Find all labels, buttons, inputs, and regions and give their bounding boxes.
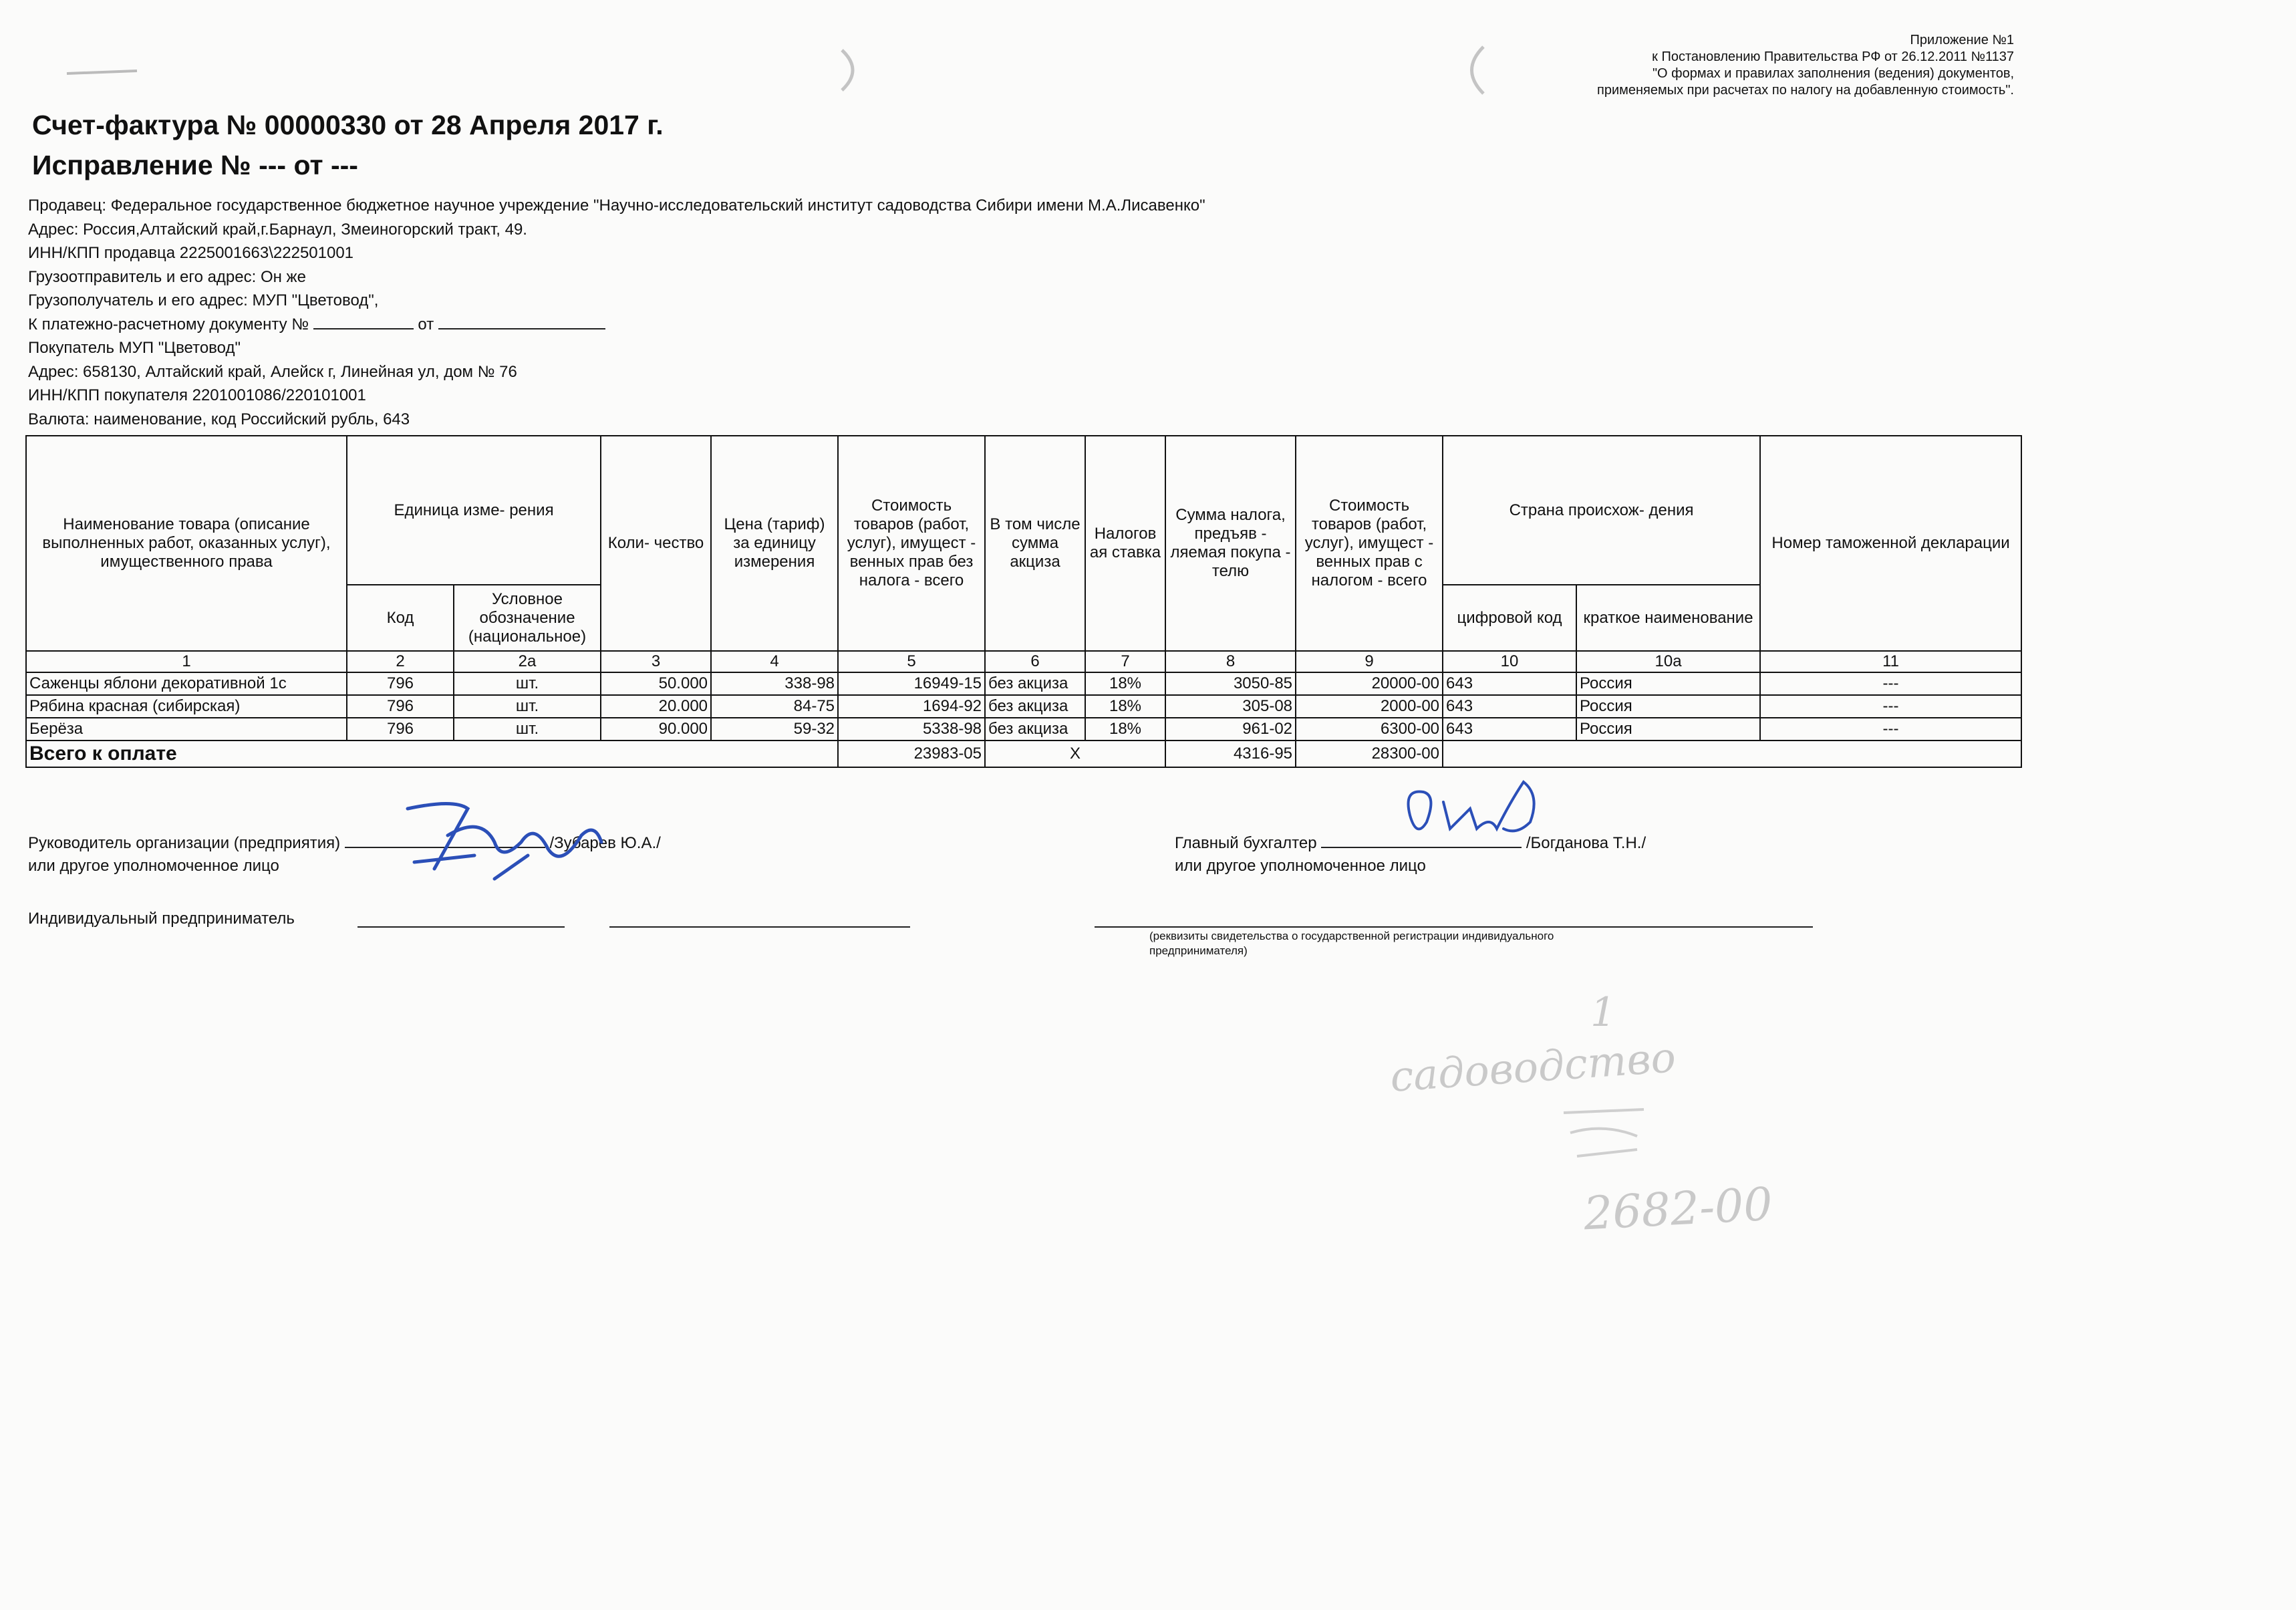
cost-with-tax: 6300-00 [1296, 718, 1443, 741]
pencil-note-1: 1 [1590, 989, 1616, 1036]
accountant-name: /Богданова Т.Н./ [1526, 834, 1646, 852]
header-unit-code: Код [347, 585, 454, 651]
cost-no-tax: 5338-98 [838, 718, 985, 741]
country-name: Россия [1576, 695, 1760, 718]
total-cost-no-tax: 23983-05 [838, 741, 985, 767]
col-number: 5 [838, 651, 985, 672]
payment-doc-from: от [418, 315, 434, 333]
payment-doc-number-line [313, 313, 414, 329]
entrepreneur-sign-line [357, 926, 565, 928]
seller-inn: ИНН/КПП продавца 2225001663\222501001 [28, 244, 354, 262]
punch-hole-left [822, 47, 869, 94]
registration-note-1: (реквизиты свидетельства о государственной регистрации индивидуального [1149, 930, 1554, 942]
col-number: 10а [1576, 651, 1760, 672]
country-name: Россия [1576, 718, 1760, 741]
header-country-name: краткое наименование [1576, 585, 1760, 651]
seller-address: Адрес: Россия,Алтайский край,г.Барнаул, Змеиногорский тракт, 49. [28, 220, 527, 239]
country-name: Россия [1576, 672, 1760, 695]
accountant-sub: или другое уполномоченное лицо [1175, 857, 1426, 875]
quantity: 90.000 [601, 718, 711, 741]
header-qty: Коли- чество [601, 436, 711, 651]
staple-mark [63, 61, 144, 82]
head-sub: или другое уполномоченное лицо [28, 857, 279, 875]
tax-sum: 961-02 [1165, 718, 1296, 741]
tax-sum: 305-08 [1165, 695, 1296, 718]
punch-hole-right [1457, 43, 1503, 97]
accountant-label: Главный бухгалтер [1175, 834, 1317, 852]
col-number: 11 [1760, 651, 2021, 672]
table-row [26, 672, 2021, 695]
accountant-signature-scribble [1397, 775, 1550, 849]
buyer-inn: ИНН/КПП покупателя 2201001086/220101001 [28, 386, 366, 404]
col-number: 7 [1085, 651, 1165, 672]
quantity: 20.000 [601, 695, 711, 718]
header-tax-rate: Налогов ая ставка [1085, 436, 1165, 651]
head-name: /Зубарев Ю.А./ [549, 834, 661, 852]
header-cost-no-tax: Стоимость товаров (работ, услуг), имущест - венных прав без налога - всего [838, 436, 985, 651]
registration-line [1095, 926, 1813, 928]
table-row [26, 718, 2021, 741]
col-number: 4 [711, 651, 838, 672]
appendix-line-4: применяемых при расчетах по налогу на добавленную стоимость". [1596, 83, 2014, 98]
header-country-code: цифровой код [1443, 585, 1576, 651]
customs-number: --- [1760, 695, 2021, 718]
entrepreneur-name-line [609, 926, 910, 928]
appendix-line-3: "О формах и правилах заполнения (ведения) документов, [1652, 66, 2014, 81]
unit-code: 796 [347, 718, 454, 741]
unit-symbol: шт. [454, 695, 601, 718]
excise: без акциза [985, 718, 1085, 741]
col-number: 1 [26, 651, 347, 672]
payment-document [28, 313, 1205, 337]
total-row [26, 741, 2021, 767]
col-number: 10 [1443, 651, 1576, 672]
total-excise: X [985, 741, 1165, 767]
total-cost-with-tax: 28300-00 [1296, 741, 1443, 767]
item-name: Рябина красная (сибирская) [26, 695, 347, 718]
pencil-strokes [1550, 1096, 1657, 1170]
country-code: 643 [1443, 672, 1576, 695]
header-tax-sum: Сумма налога, предъяв - ляемая покупа - телю [1165, 436, 1296, 651]
unit-symbol: шт. [454, 718, 601, 741]
tax-sum: 3050-85 [1165, 672, 1296, 695]
shipper: Грузоотправитель и его адрес: Он же [28, 267, 306, 286]
buyer-name: Покупатель МУП "Цветовод" [28, 339, 241, 357]
tax-rate: 18% [1085, 718, 1165, 741]
cost-with-tax: 2000-00 [1296, 695, 1443, 718]
correction-title: Исправление № --- от --- [32, 150, 358, 180]
buyer-address: Адрес: 658130, Алтайский край, Алейск г, Линейная ул, дом № 76 [28, 362, 517, 381]
item-name: Саженцы яблони декоративной 1с [26, 672, 347, 695]
tax-rate: 18% [1085, 695, 1165, 718]
header-unit: Единица изме- рения [347, 436, 601, 585]
cost-no-tax: 16949-15 [838, 672, 985, 695]
col-number: 3 [601, 651, 711, 672]
table-row [26, 695, 2021, 718]
header-excise: В том числе сумма акциза [985, 436, 1085, 651]
appendix-line-1: Приложение №1 [1910, 33, 2014, 47]
head-label: Руководитель организации (предприятия) [28, 834, 341, 852]
entrepreneur-label: Индивидуальный предприниматель [28, 910, 295, 928]
registration-note [1149, 929, 1554, 958]
total-empty [1443, 741, 2021, 767]
header-unit-symbol: Условное обозначение (национальное) [454, 585, 601, 651]
total-tax-sum: 4316-95 [1165, 741, 1296, 767]
pencil-note-3: 2682-00 [1582, 1178, 1774, 1241]
col-number: 9 [1296, 651, 1443, 672]
country-code: 643 [1443, 718, 1576, 741]
parties-info [28, 194, 1205, 431]
appendix-note [1597, 32, 2014, 99]
head-signature-scribble [394, 795, 608, 882]
tax-rate: 18% [1085, 672, 1165, 695]
col-number: 6 [985, 651, 1085, 672]
payment-doc-date-line [438, 313, 605, 329]
pencil-note-2: садоводство [1388, 1033, 1677, 1101]
unit-code: 796 [347, 672, 454, 695]
header-customs: Номер таможенной декларации [1760, 436, 2021, 651]
country-code: 643 [1443, 695, 1576, 718]
seller-name: Продавец: Федеральное государственное бюджетное научное учреждение "Научно-исследовательский институт садоводства Сибири имени М.А.Лисавенко" [28, 196, 1205, 215]
header-country: Страна происхож- дения [1443, 436, 1760, 585]
currency: Валюта: наименование, код Российский рубль, 643 [28, 410, 410, 428]
price: 84-75 [711, 695, 838, 718]
total-label: Всего к оплате [26, 741, 838, 767]
excise: без акциза [985, 672, 1085, 695]
excise: без акциза [985, 695, 1085, 718]
col-number: 2а [454, 651, 601, 672]
column-numbers-row [26, 651, 2021, 672]
appendix-line-2: к Постановлению Правительства РФ от 26.12.2011 №1137 [1652, 49, 2014, 64]
header-cost-with-tax: Стоимость товаров (работ, услуг), имущест - венных прав с налогом - всего [1296, 436, 1443, 651]
cost-no-tax: 1694-92 [838, 695, 985, 718]
price: 59-32 [711, 718, 838, 741]
customs-number: --- [1760, 718, 2021, 741]
registration-note-2: предпринимателя) [1149, 944, 1248, 957]
cost-with-tax: 20000-00 [1296, 672, 1443, 695]
col-number: 2 [347, 651, 454, 672]
invoice-title: Счет-фактура № 00000330 от 28 Апреля 2017 г. [32, 110, 664, 140]
invoice-table [25, 435, 2022, 768]
price: 338-98 [711, 672, 838, 695]
col-number: 8 [1165, 651, 1296, 672]
payment-doc-label: К платежно-расчетному документу № [28, 315, 309, 333]
unit-code: 796 [347, 695, 454, 718]
customs-number: --- [1760, 672, 2021, 695]
header-name: Наименование товара (описание выполненных работ, оказанных услуг), имущественного права [26, 436, 347, 651]
quantity: 50.000 [601, 672, 711, 695]
header-price: Цена (тариф) за единицу измерения [711, 436, 838, 651]
consignee: Грузополучатель и его адрес: МУП "Цветовод", [28, 291, 379, 309]
unit-symbol: шт. [454, 672, 601, 695]
item-name: Берёза [26, 718, 347, 741]
